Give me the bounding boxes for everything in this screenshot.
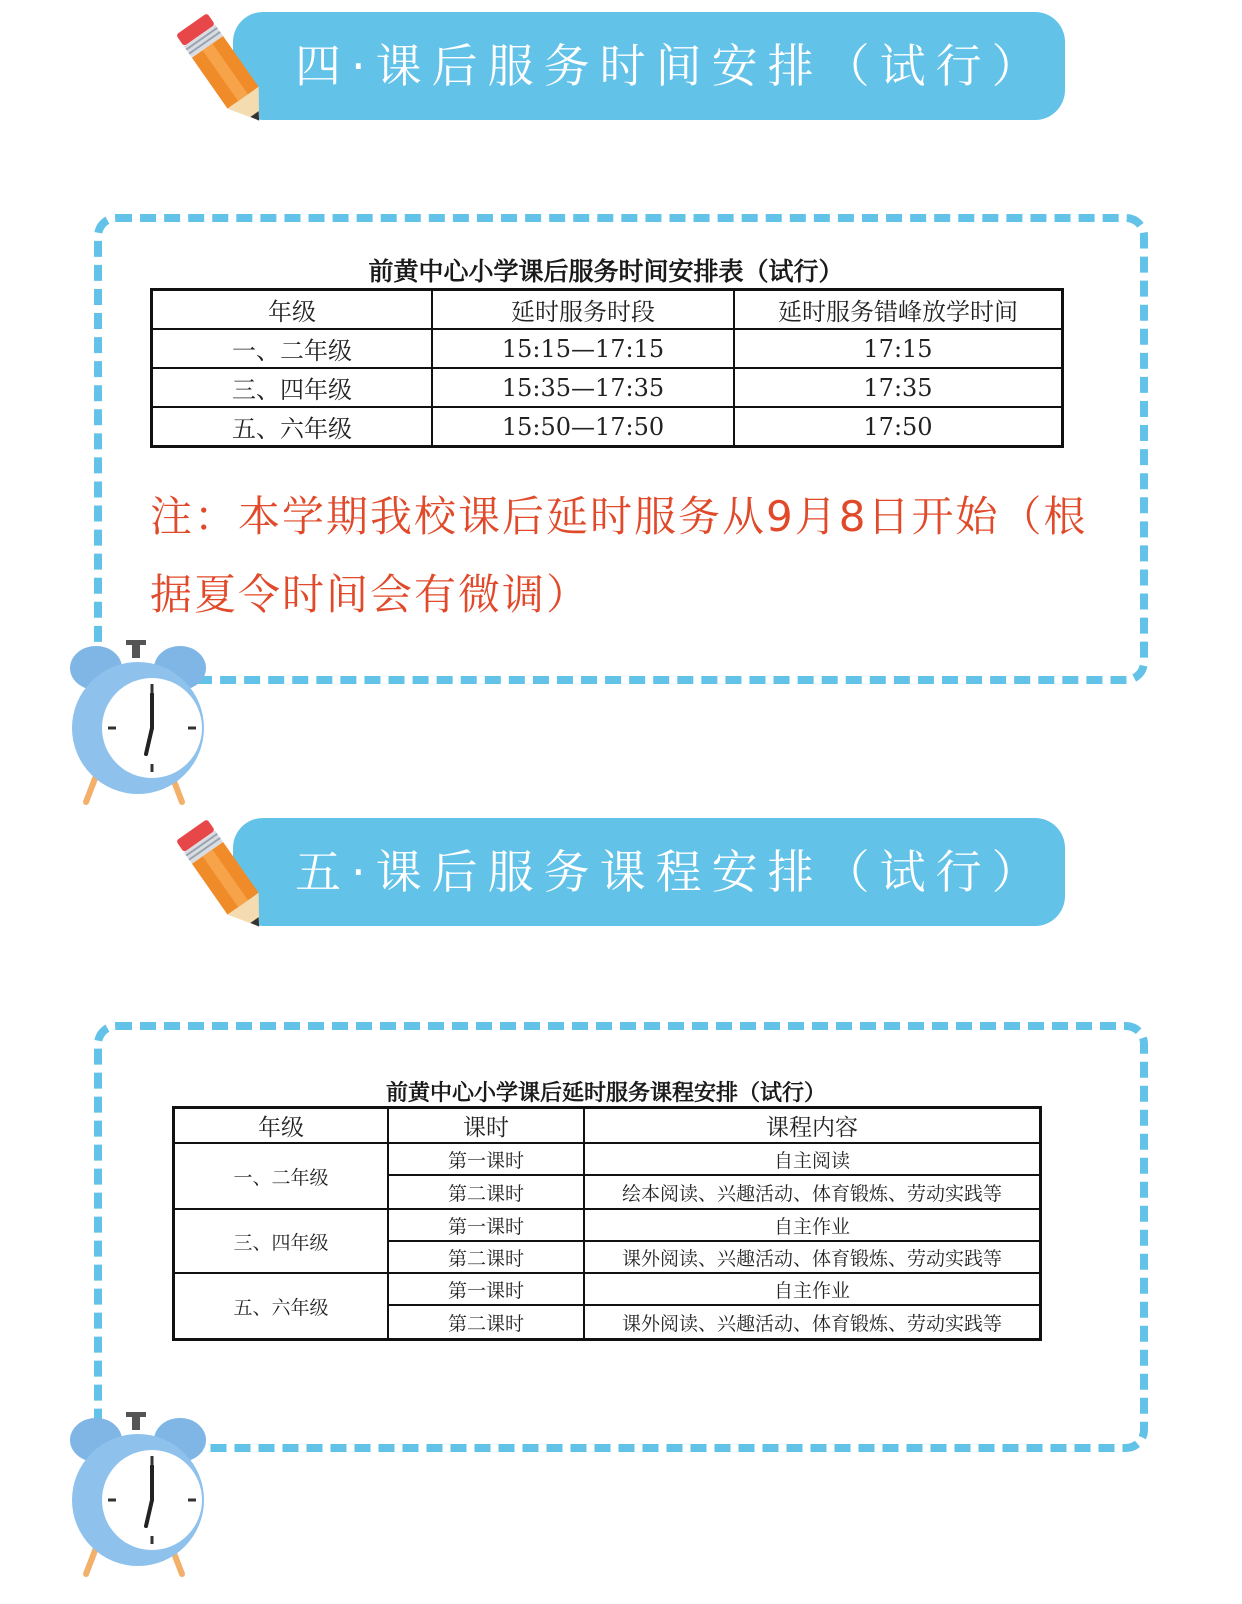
cell-grade: 三、四年级	[174, 1209, 389, 1273]
header-period: 延时服务时段	[432, 290, 734, 330]
cell-lesson: 第一课时	[388, 1273, 584, 1305]
header-grade: 年级	[152, 290, 433, 330]
table2-title: 前黄中心小学课后延时服务课程安排（试行）	[385, 1080, 826, 1106]
time-schedule-table	[150, 288, 1064, 448]
section4-banner	[233, 12, 1065, 120]
cell-dismissal: 17:15	[734, 329, 1063, 368]
section5-title: 五·课后服务课程安排（试行）	[295, 845, 1048, 899]
header-dismissal: 延时服务错峰放学时间	[734, 290, 1063, 330]
table-row	[152, 407, 1063, 447]
cell-content: 课外阅读、兴趣活动、体育锻炼、劳动实践等	[584, 1241, 1041, 1273]
cell-lesson: 第一课时	[388, 1209, 584, 1241]
table-header-row	[152, 290, 1063, 330]
cell-lesson: 第一课时	[388, 1143, 584, 1175]
cell-content: 课外阅读、兴趣活动、体育锻炼、劳动实践等	[584, 1305, 1041, 1340]
cell-grade: 三、四年级	[152, 368, 433, 407]
table-header-row	[174, 1108, 1041, 1144]
alarm-clock-icon	[58, 1408, 218, 1578]
cell-lesson: 第二课时	[388, 1241, 584, 1273]
cell-grade: 五、六年级	[174, 1273, 389, 1340]
course-schedule-table	[172, 1106, 1042, 1341]
section4-title: 四·课后服务时间安排（试行）	[295, 39, 1048, 93]
table-row	[174, 1209, 1041, 1241]
start-date-note: 注：本学期我校课后延时服务从9月8日开始（根据夏令时间会有微调）	[150, 492, 1088, 619]
cell-grade: 一、二年级	[174, 1143, 389, 1209]
cell-grade: 一、二年级	[152, 329, 433, 368]
pencil-icon	[168, 4, 278, 134]
cell-lesson: 第二课时	[388, 1305, 584, 1340]
cell-content: 自主作业	[584, 1209, 1041, 1241]
cell-period: 15:35—17:35	[432, 368, 734, 407]
table-row	[174, 1143, 1041, 1175]
cell-dismissal: 17:35	[734, 368, 1063, 407]
table1-title: 前黄中心小学课后服务时间安排表（试行）	[368, 257, 844, 286]
cell-content: 自主阅读	[584, 1143, 1041, 1175]
section5-banner	[233, 818, 1065, 926]
cell-period: 15:50—17:50	[432, 407, 734, 447]
cell-content: 自主作业	[584, 1273, 1041, 1305]
header-lesson: 课时	[388, 1108, 584, 1144]
header-grade: 年级	[174, 1108, 389, 1144]
table-row	[174, 1273, 1041, 1305]
cell-grade: 五、六年级	[152, 407, 433, 447]
cell-lesson: 第二课时	[388, 1175, 584, 1209]
cell-dismissal: 17:50	[734, 407, 1063, 447]
alarm-clock-icon	[58, 636, 218, 806]
pencil-icon	[168, 810, 278, 940]
cell-content: 绘本阅读、兴趣活动、体育锻炼、劳动实践等	[584, 1175, 1041, 1209]
table-row	[152, 368, 1063, 407]
cell-period: 15:15—17:15	[432, 329, 734, 368]
table-row	[152, 329, 1063, 368]
header-content: 课程内容	[584, 1108, 1041, 1144]
